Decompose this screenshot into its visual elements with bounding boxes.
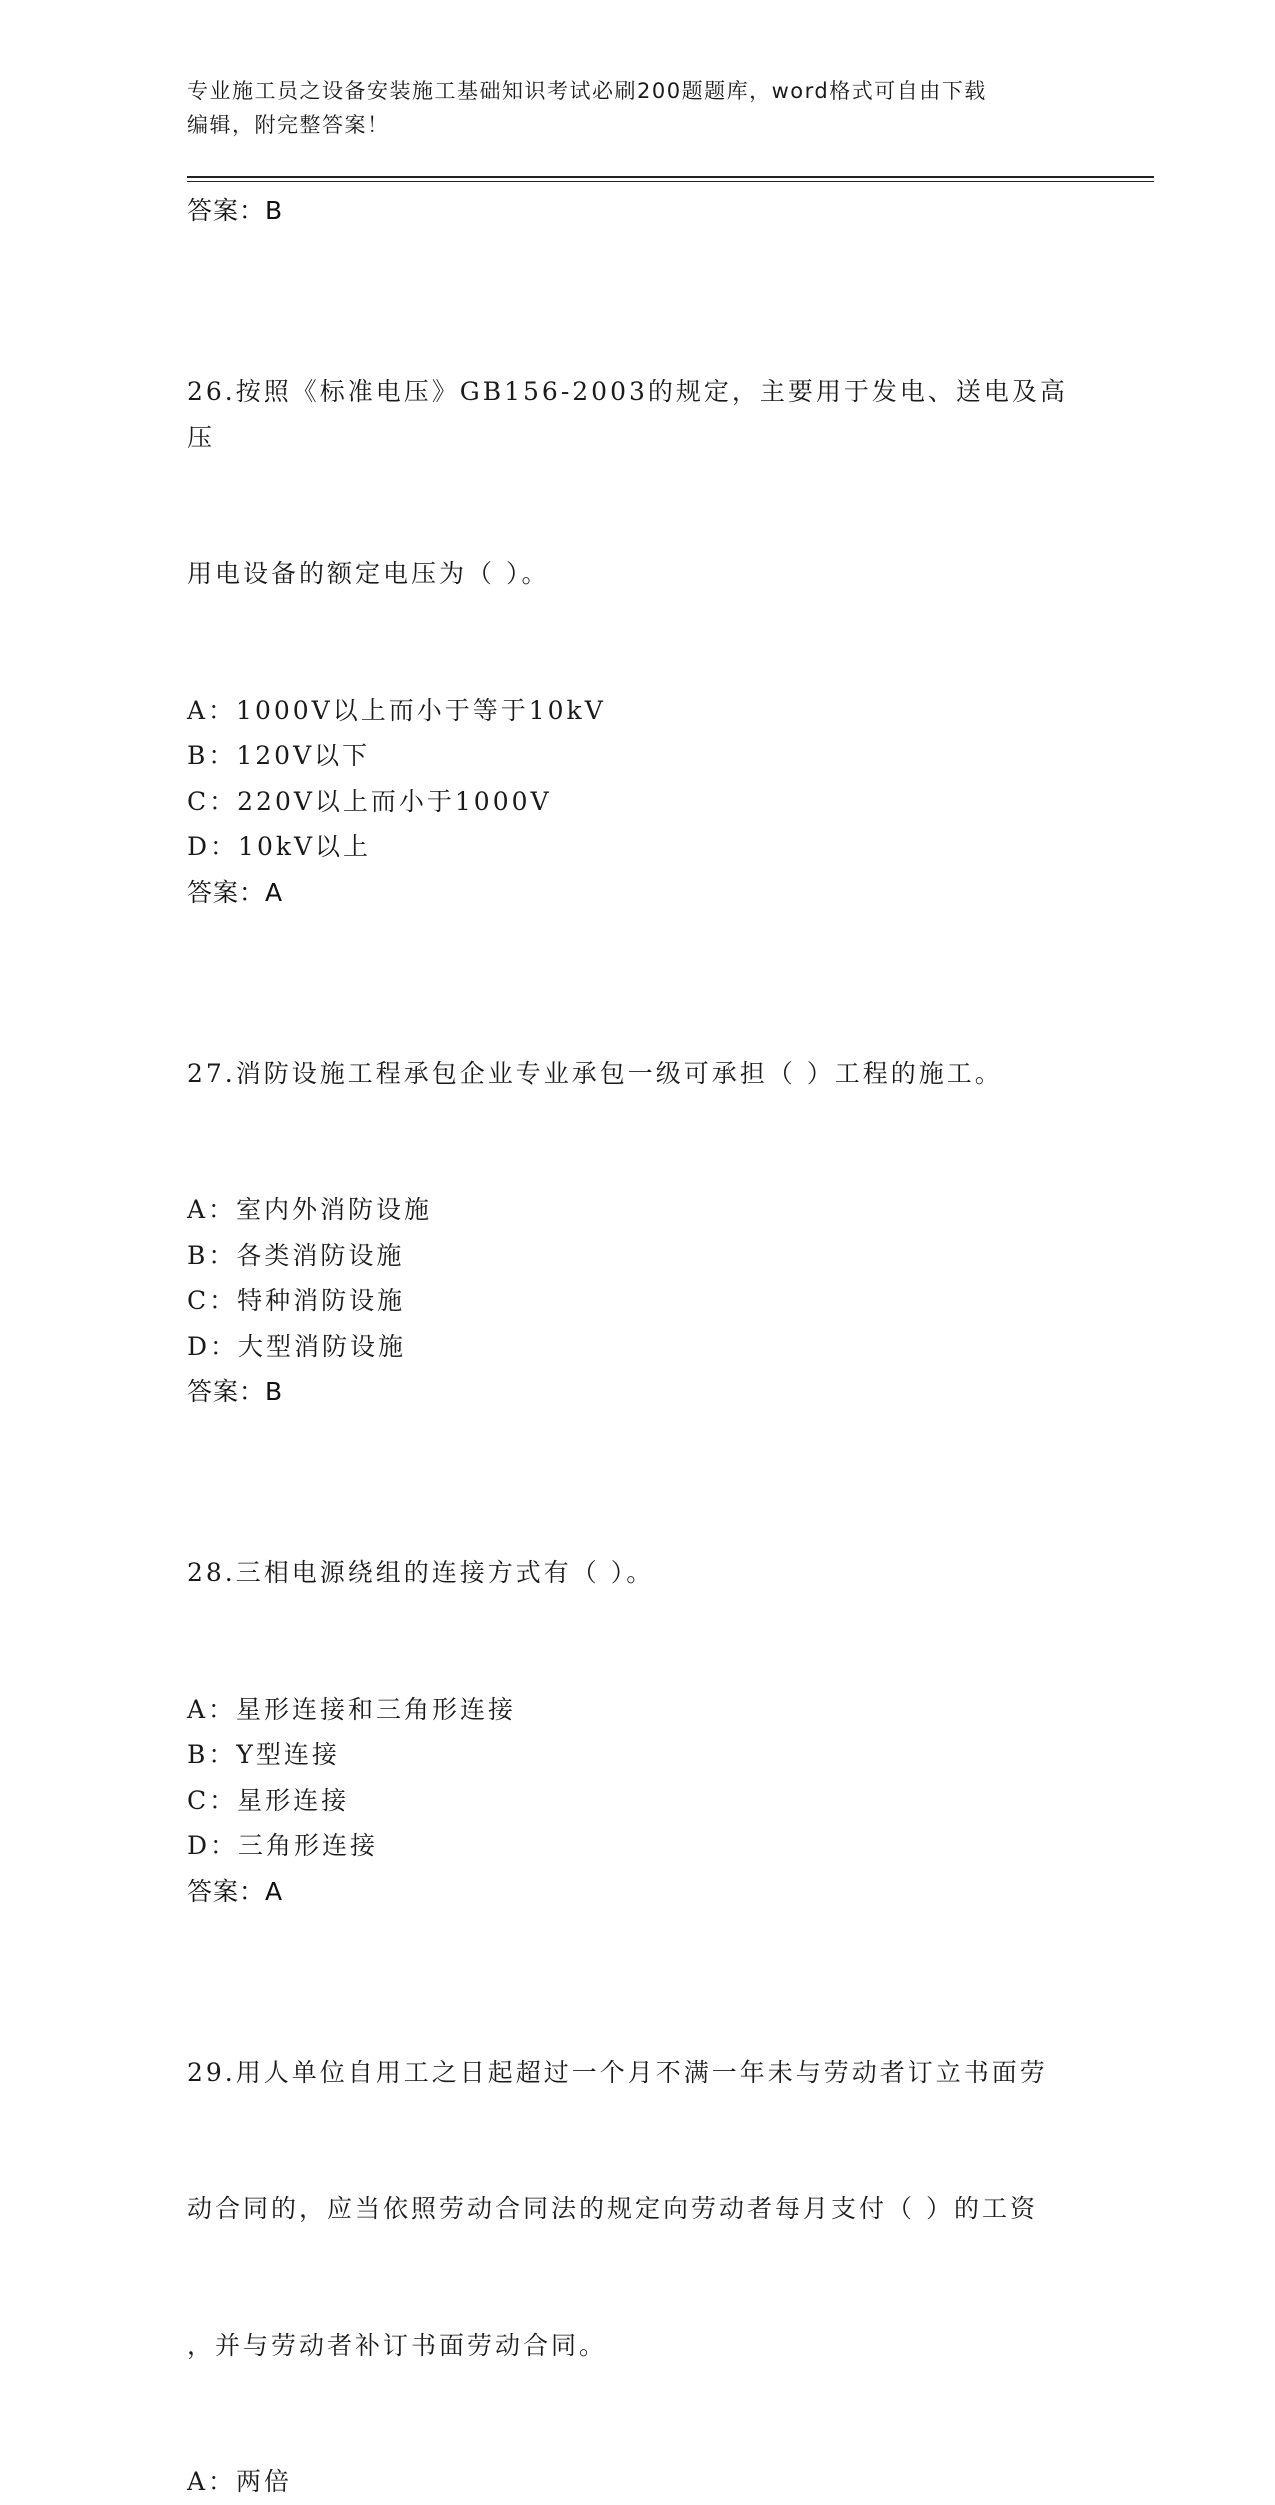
option-a: A：室内外消防设施: [187, 1195, 433, 1224]
header-divider-thin: [187, 181, 1154, 182]
answer-line: 答案：B: [187, 196, 284, 225]
question-text: [187, 960, 1087, 1188]
answer-line: 答案：A: [187, 877, 284, 907]
question-26: [187, 278, 1087, 916]
question-list: [187, 188, 1087, 2505]
option-c: C：220V以上而小于1000V: [187, 786, 552, 816]
question-29: [187, 1959, 1087, 2505]
question-line: 动合同的，应当依照劳动合同法的规定向劳动者每月支付（ ）的工资: [187, 2194, 1038, 2223]
option-a: A：1000V以上而小于等于10kV: [187, 695, 606, 725]
answer-line: 答案：B: [187, 1377, 284, 1406]
question-27: [187, 960, 1087, 1416]
option-d: D：大型消防设施: [187, 1331, 407, 1361]
question-line: 29.用人单位自用工之日起超过一个月不满一年未与劳动者订立书面劳: [187, 2057, 1048, 2087]
question-line: 27.消防设施工程承包企业专业承包一级可承担（ ）工程的施工。: [187, 1058, 1003, 1088]
header-title-line-1: 专业施工员之设备安装施工基础知识考试必刷200题题库，word格式可自由下载: [187, 79, 987, 103]
question-line: 26.按照《标准电压》GB156-2003的规定，主要用于发电、送电及高压: [187, 377, 1068, 452]
option-a: A：星形连接和三角形连接: [187, 1694, 517, 1724]
option-b: B：各类消防设施: [187, 1240, 405, 1270]
question-28: [187, 1459, 1087, 1915]
header-divider: [187, 176, 1154, 178]
question-line: ，并与劳动者补订书面劳动合同。: [187, 2330, 608, 2360]
option-a: A：两倍: [187, 2467, 293, 2496]
answer-line: 答案：A: [187, 1876, 284, 1906]
page-header: [187, 74, 1077, 142]
header-title-line-2: 编辑，附完整答案！: [187, 113, 390, 137]
option-d: D：10kV以上: [187, 832, 372, 861]
option-c: C：星形连接: [187, 1785, 350, 1815]
question-text: [187, 278, 1087, 688]
option-d: D：三角形连接: [187, 1831, 379, 1860]
option-b: B：120V以下: [187, 741, 371, 770]
option-b: B：Y型连接: [187, 1740, 340, 1769]
question-text: [187, 1459, 1087, 1687]
question-line: 用电设备的额定电压为（ ）。: [187, 559, 550, 588]
question-text: [187, 1959, 1087, 2460]
option-c: C：特种消防设施: [187, 1286, 406, 1315]
question-line: 28.三相电源绕组的连接方式有（ ）。: [187, 1558, 655, 1587]
